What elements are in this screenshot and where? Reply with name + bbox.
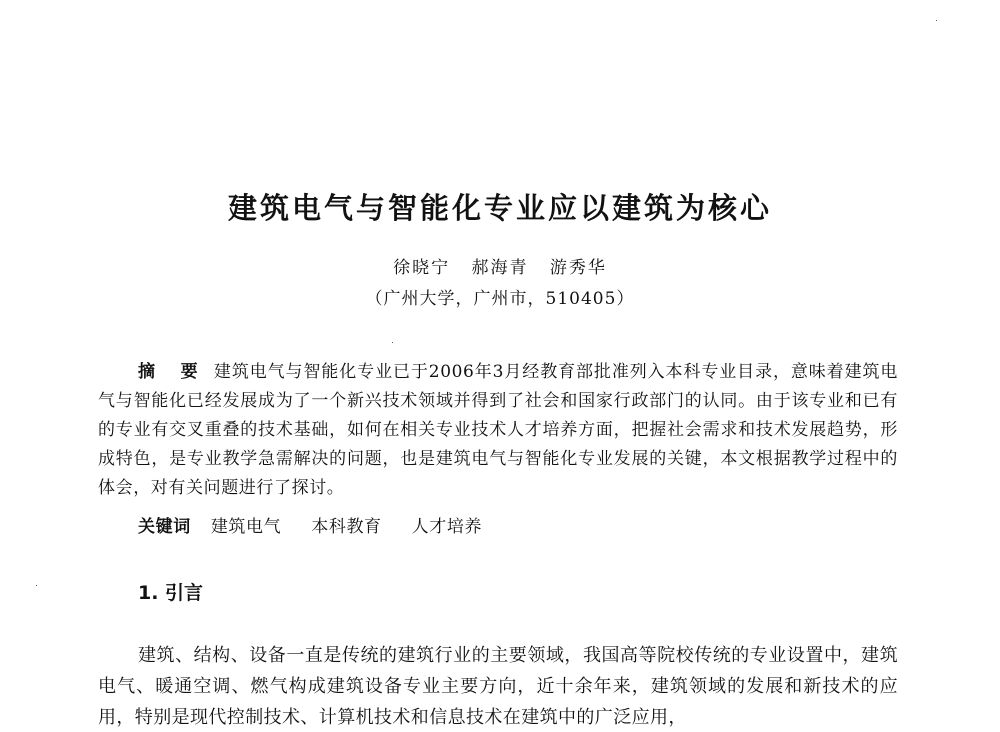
author-affiliation: （广州大学，广州市，510405） [365,289,635,309]
abstract-text: 建筑电气与智能化专业已于2006年3月经教育部批准列入本科专业目录，意味着建筑电气与智能化已经发展成为了一个新兴技术领域并得到了社会和国家行政部门的认同。由于该专业和已有的专业有交叉重叠的技术基础，如何在相关专业技术人才培养方面，把握社会需求和技术发展趋势，形成特色，是专业教学急需解决的问题，也是建筑电气与智能化专业发展的关键，本文根据教学过程中的体会，对有关问题进行了探讨。 [98,362,899,498]
scan-speck [36,585,37,586]
section-heading-introduction: 1. 引言 [138,582,204,604]
keyword: 本科教育 [311,517,382,537]
keywords-label: 关键词 [138,517,191,537]
scan-speck [392,342,393,343]
scan-speck [936,20,937,21]
abstract-label: 摘 要 [138,362,202,382]
keyword: 人才培养 [411,517,483,537]
keywords [138,513,506,542]
section-body-text: 建筑、结构、设备一直是传统的建筑行业的主要领域，我国高等院校传统的专业设置中，建筑电气、暖通空调、燃气构成建筑设备专业主要方向，近十余年来，建筑领域的发展和新技术的应用，特别是现代控制技术、计算机技术和信息技术在建筑中的广泛应用， [98,645,898,728]
keyword: 建筑电气 [210,517,282,537]
abstract [98,358,898,503]
author-list: 徐晓宁 郝海青 游秀华 [393,258,607,278]
paper-title: 建筑电气与智能化专业应以建筑为核心 [227,191,772,225]
